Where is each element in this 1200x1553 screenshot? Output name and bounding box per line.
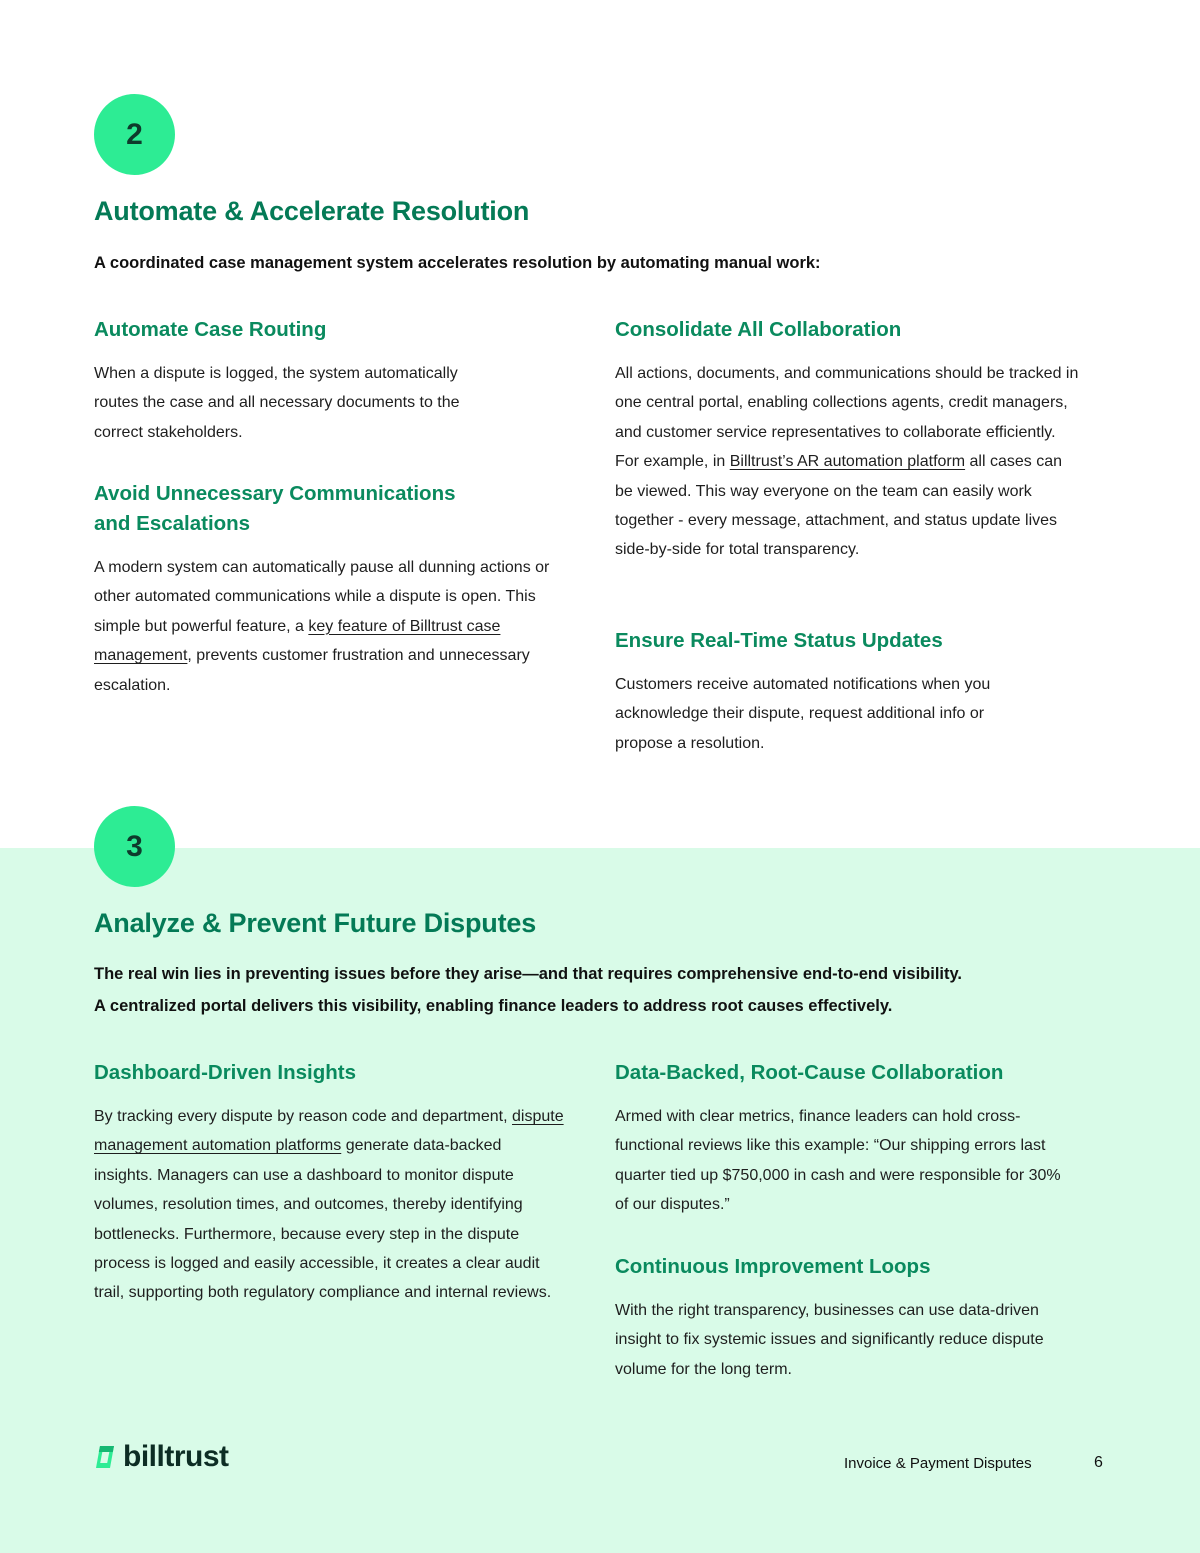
section3-lead — [94, 958, 1114, 1022]
dispute-platforms-link[interactable]: dispute management automation platforms — [94, 1108, 564, 1155]
section3-lead-line2: A centralized portal delivers this visibility, enabling finance leaders to address root causes effectively. — [94, 997, 893, 1015]
case-routing-block — [94, 315, 564, 447]
status-updates-body: Customers receive automated notifications when you acknowledge their dispute, request additional info or propose a resolution. — [615, 676, 991, 752]
avoid-comms-title: Avoid Unnecessary Communications and Escalations — [94, 482, 456, 535]
section3-lead-line1: The real win lies in preventing issues before they arise—and that requires comprehensive end-to-end visibility. — [94, 965, 963, 983]
step-badge-3: 3 — [94, 806, 175, 887]
billtrust-logo-text: billtrust — [123, 1440, 229, 1473]
root-cause-block — [615, 1058, 1085, 1220]
avoid-comms-text-start: A modern system can automatically pause all dunning actions or other automated communications while a dispute is open. This simple but powerful feature, a — [94, 559, 550, 635]
case-management-link[interactable]: key feature of Billtrust case management — [94, 617, 501, 665]
status-updates-title: Ensure Real-Time Status Updates — [615, 629, 943, 652]
avoid-comms-text-end: , prevents customer frustration and unnecessary escalation. — [94, 647, 530, 694]
case-routing-title: Automate Case Routing — [94, 318, 327, 341]
dashboard-body — [94, 1102, 564, 1308]
consolidate-text-start: All actions, documents, and communications should be tracked in one central portal, enabling collections agents, credit managers, and customer service representatives to collaborate efficiently. For example, in — [615, 365, 1079, 471]
step-badge-2: 2 — [94, 94, 175, 175]
dashboard-block — [94, 1058, 564, 1308]
section2-lead: A coordinated case management system accelerates resolution by automating manual work: — [94, 254, 821, 272]
section3-title: Analyze & Prevent Future Disputes — [94, 908, 537, 938]
improvement-block — [615, 1252, 1085, 1384]
footer-document-title: Invoice & Payment Disputes — [844, 1455, 1032, 1472]
case-routing-body: When a dispute is logged, the system automatically routes the case and all necessary documents to the correct stakeholders. — [94, 365, 460, 441]
page-number: 6 — [1094, 1454, 1103, 1471]
dashboard-text-start: By tracking every dispute by reason code and department, — [94, 1108, 513, 1125]
section2-title: Automate & Accelerate Resolution — [94, 196, 530, 226]
avoid-comms-block — [94, 479, 564, 700]
status-updates-block — [615, 626, 1085, 758]
root-cause-body: Armed with clear metrics, finance leaders can hold cross-functional reviews like this example: “Our shipping errors last quarter tied up $750,000 in cash and were responsible for 30% of our disputes.” — [615, 1108, 1061, 1214]
dashboard-title: Dashboard-Driven Insights — [94, 1061, 356, 1084]
ar-automation-link[interactable]: Billtrust’s AR automation platform — [729, 453, 966, 471]
consolidate-body — [615, 359, 1080, 565]
improvement-body: With the right transparency, businesses can use data-driven insight to fix systemic issues and significantly reduce dispute volume for the long term. — [615, 1302, 1044, 1378]
consolidate-text-end: all cases can be viewed. This way everyone on the team can easily work together - every message, attachment, and status update lives side-by-side for total transparency. — [615, 453, 1063, 559]
billtrust-logo-icon — [94, 1444, 116, 1470]
improvement-title: Continuous Improvement Loops — [615, 1255, 931, 1278]
avoid-comms-body — [94, 553, 564, 700]
dashboard-text-end: generate data-backed insights. Managers can use a dashboard to monitor dispute volumes, resolution times, and outcomes, thereby identifying bottlenecks. Furthermore, because every step in the dispute process is logged and easily accessible, it creates a clear audit trail, supporting both regulatory compliance and internal reviews. — [94, 1137, 552, 1302]
consolidate-title: Consolidate All Collaboration — [615, 318, 902, 341]
billtrust-logo — [94, 1440, 229, 1474]
root-cause-title: Data-Backed, Root-Cause Collaboration — [615, 1061, 1004, 1084]
section2-left-column — [94, 315, 564, 447]
consolidate-block — [615, 315, 1085, 565]
